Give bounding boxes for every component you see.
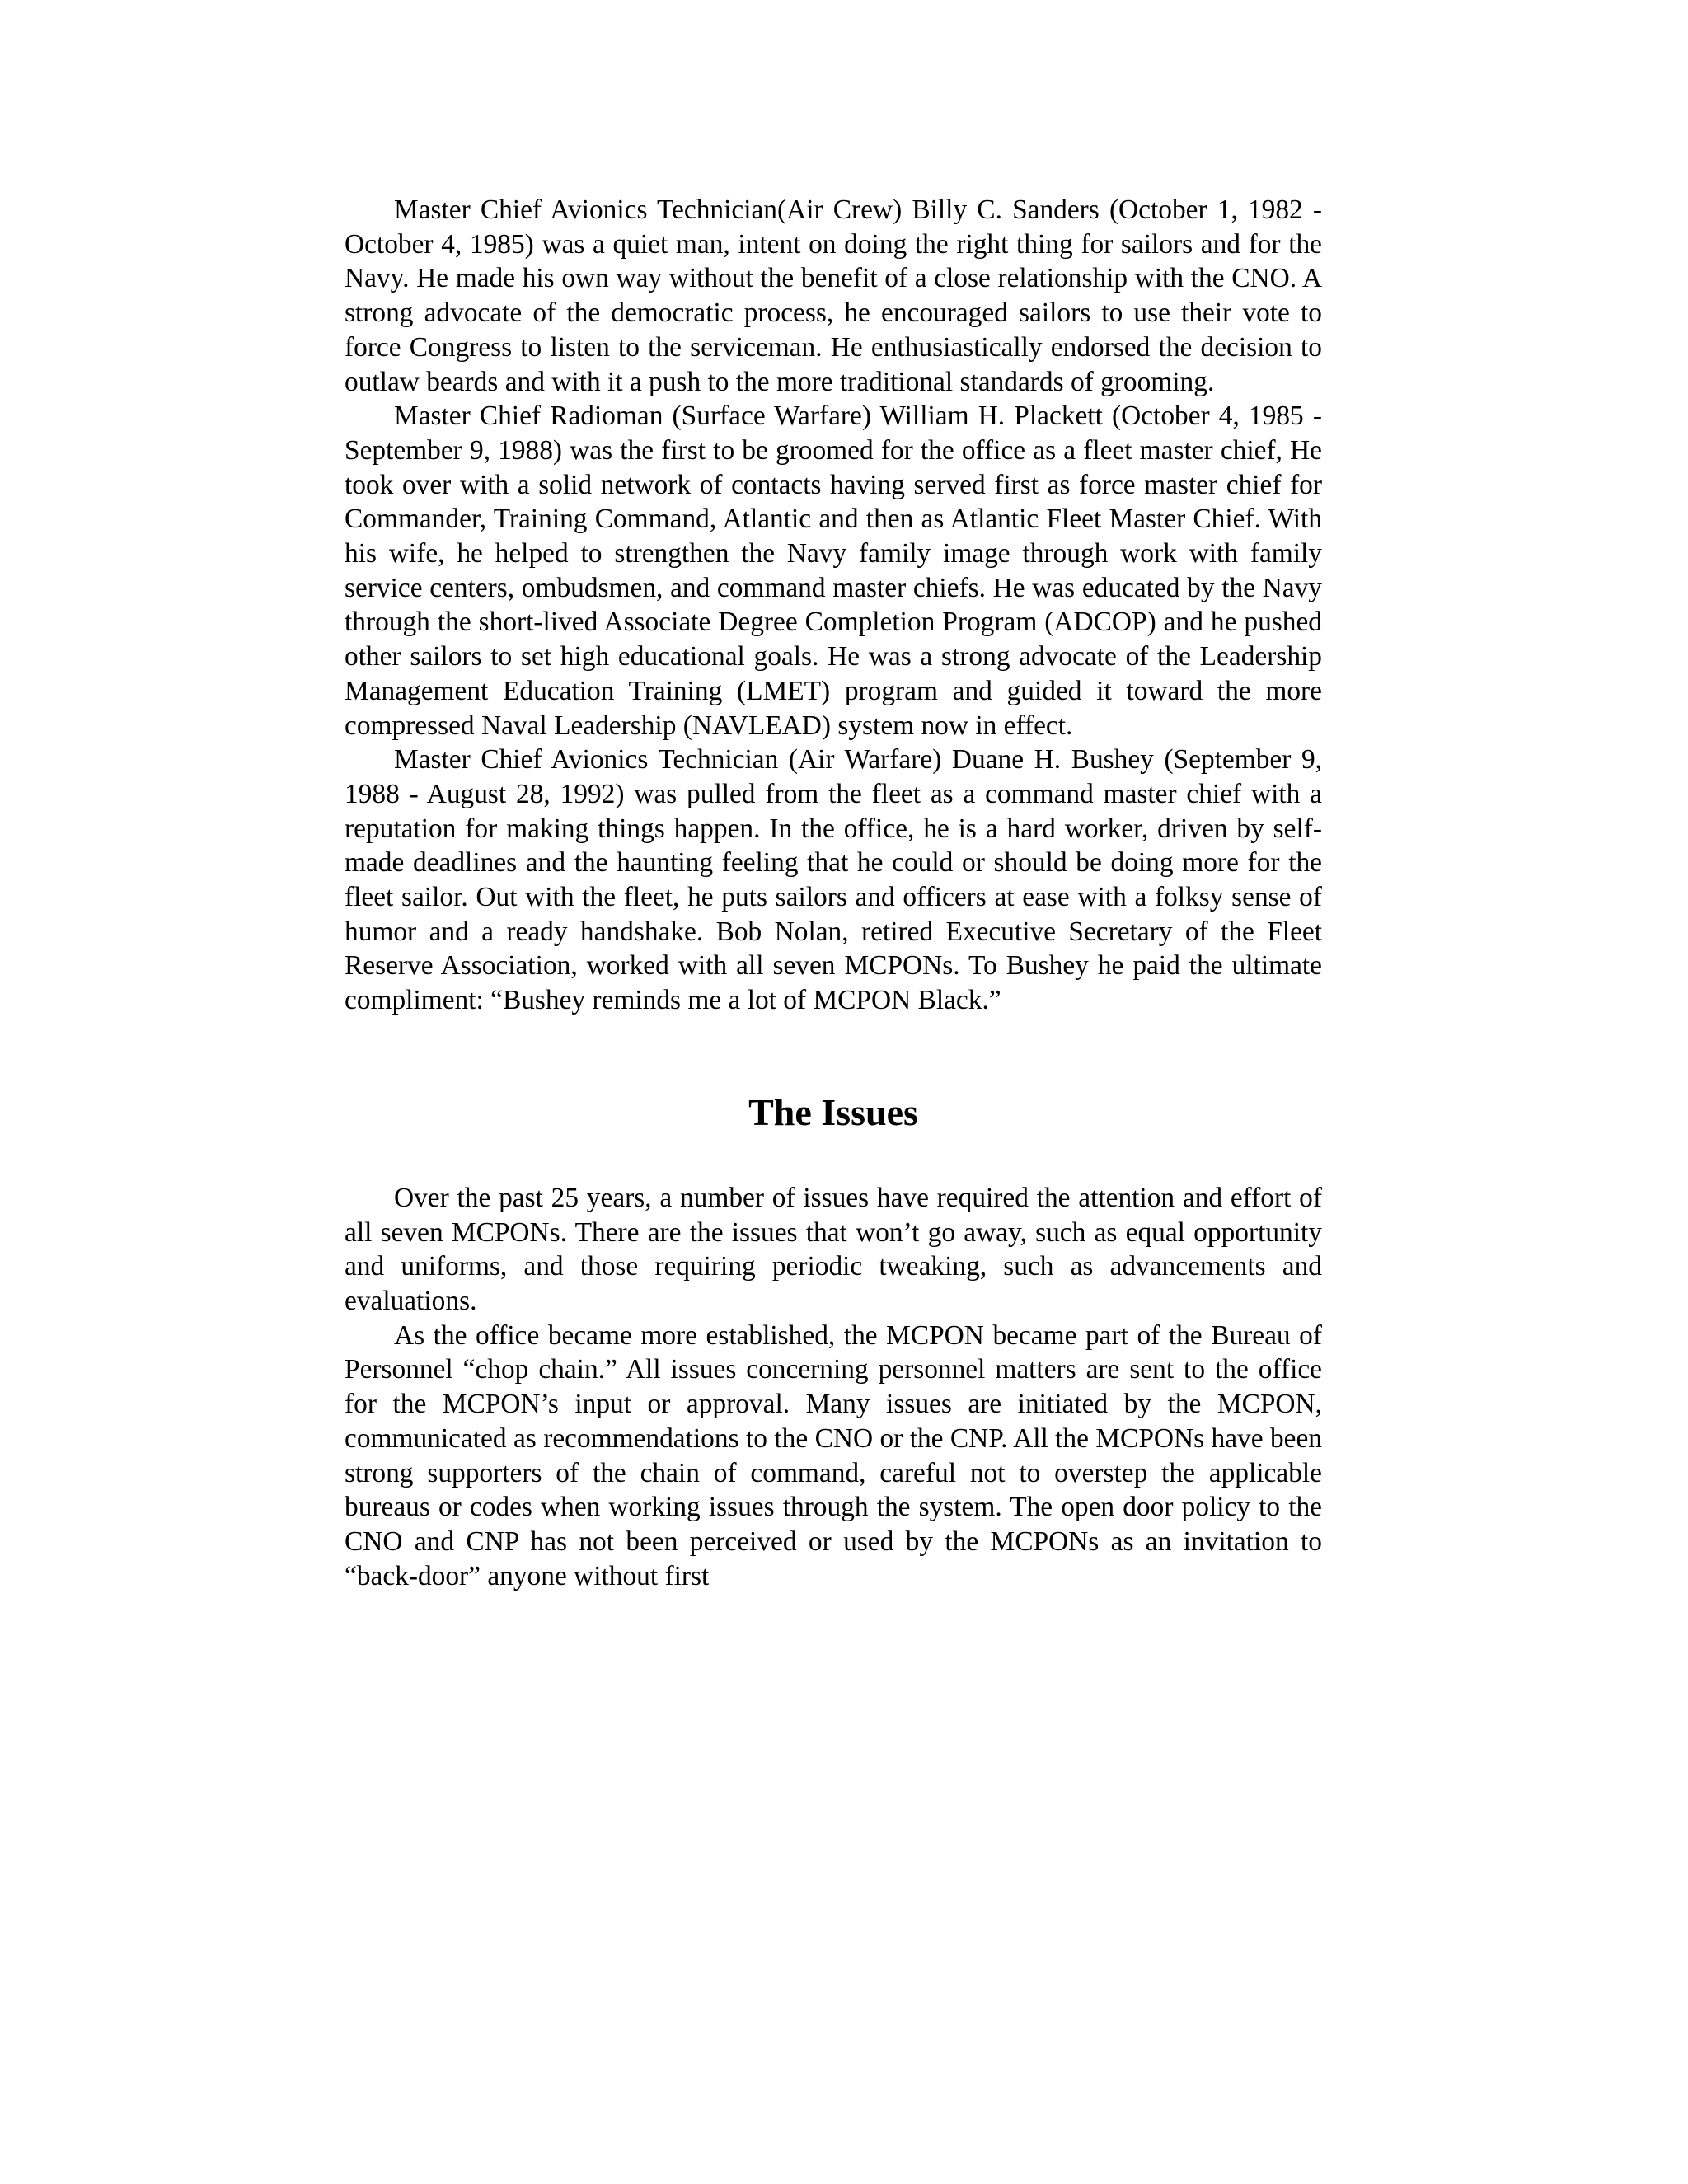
section-heading: The Issues	[748, 1090, 918, 1133]
document-page	[345, 193, 1322, 1593]
paragraph-bushey: Master Chief Avionics Technician (Air Warfare) Duane H. Bushey (September 9, 1988 - August 28, 1992) was pulled from the fleet as a command master chief with a reputation for making things happen. In the office, he is a hard worker, driven by self-made deadlines and the haunting feeling that he could or should be doing more for the fleet sailor. Out with the fleet, he puts sailors and officers at ease with a folksy sense of humor and a ready handshake. Bob Nolan, retired Executive Secretary of the Fleet Reserve Association, worked with all seven MCPONs. To Bushey he paid the ultimate compliment: “Bushey reminds me a lot of MCPON Black.”	[345, 744, 1322, 1016]
paragraph-issues-intro: Over the past 25 years, a number of issues have required the attention and effort of all seven MCPONs. There are the issues that won’t go away, such as equal opportunity and uniforms, and those requiring periodic tweaking, such as advancements and evaluations.	[345, 1182, 1322, 1316]
paragraph-sanders: Master Chief Avionics Technician(Air Crew) Billy C. Sanders (October 1, 1982 - October 4, 1985) was a quiet man, intent on doing the right thing for sailors and for the Navy. He made his own way without the benefit of a close relationship with the CNO. A strong advocate of the democratic process, he encouraged sailors to use their vote to force Congress to listen to the serviceman. He enthusiastically endorsed the decision to outlaw beards and with it a push to the more traditional standards of grooming.	[345, 194, 1322, 397]
paragraph-chop-chain: As the office became more established, the MCPON became part of the Bureau of Personnel “chop chain.” All issues concerning personnel matters are sent to the office for the MCPON’s input or approval. Many issues are initiated by the MCPON, communicated as recommendations to the CNO or the CNP. All the MCPONs have been strong supporters of the chain of command, careful not to overstep the applicable bureaus or codes when working issues through the system. The open door policy to the CNO and CNP has not been perceived or used by the MCPONs as an invitation to “back-door” anyone without first	[345, 1319, 1322, 1591]
paragraph-plackett: Master Chief Radioman (Surface Warfare) William H. Plackett (October 4, 1985 - September 9, 1988) was the first to be groomed for the office as a fleet master chief, He took over with a solid network of contacts having served first as force master chief for Commander, Training Command, Atlantic and then as Atlantic Fleet Master Chief. With his wife, he helped to strengthen the Navy family image through work with family service centers, ombudsmen, and command master chiefs. He was educated by the Navy through the short-lived Associate Degree Completion Program (ADCOP) and he pushed other sailors to set high educational goals. He was a strong advocate of the Leadership Management Education Training (LMET) program and guided it toward the more compressed Naval Leadership (NAVLEAD) system now in effect.	[345, 401, 1322, 741]
